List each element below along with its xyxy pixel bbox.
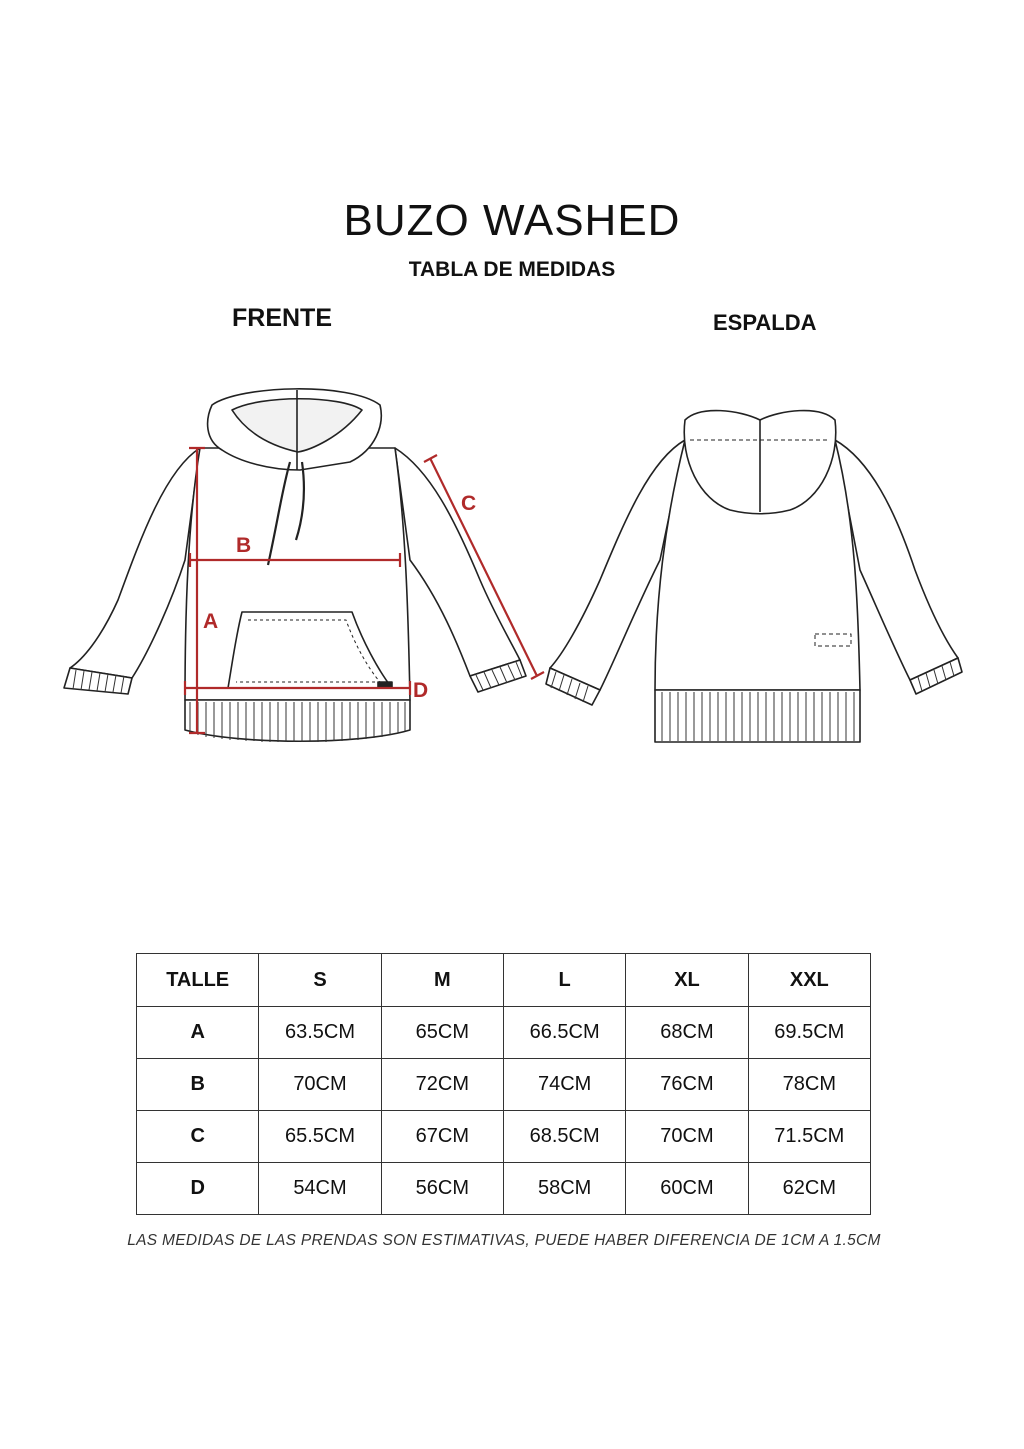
page-title: BUZO WASHED (343, 196, 681, 245)
table-cell: 70CM (626, 1111, 748, 1163)
page-subtitle: TABLA DE MEDIDAS (408, 258, 616, 281)
table-cell: 68CM (626, 1007, 748, 1059)
measurement-disclaimer: LAS MEDIDAS DE LAS PRENDAS SON ESTIMATIVAS, PUEDE HABER DIFERENCIA DE 1CM A 1.5CM (127, 1232, 881, 1249)
size-header: M (381, 954, 503, 1007)
table-cell: 65.5CM (259, 1111, 381, 1163)
table-cell: 70CM (259, 1059, 381, 1111)
table-cell: 68.5CM (503, 1111, 625, 1163)
table-cell: 54CM (259, 1163, 381, 1215)
measure-d-label: D (413, 679, 429, 702)
back-view-label: ESPALDA (713, 310, 817, 335)
front-left-sleeve (70, 448, 200, 678)
table-cell: 71.5CM (748, 1111, 870, 1163)
table-cell: 66.5CM (503, 1007, 625, 1059)
row-label: A (137, 1007, 259, 1059)
size-header: XL (626, 954, 748, 1007)
table-cell: 60CM (626, 1163, 748, 1215)
size-header: S (259, 954, 381, 1007)
front-waistband (185, 700, 410, 741)
table-cell: 65CM (381, 1007, 503, 1059)
table-cell: 62CM (748, 1163, 870, 1215)
front-right-sleeve (395, 448, 520, 676)
table-row (137, 1111, 871, 1163)
measure-b-label: B (236, 534, 252, 557)
row-label: B (137, 1059, 259, 1111)
table-cell: 74CM (503, 1059, 625, 1111)
measure-a-label: A (203, 610, 219, 633)
table-row (137, 1059, 871, 1111)
table-cell: 56CM (381, 1163, 503, 1215)
size-header: L (503, 954, 625, 1007)
front-view-label: FRENTE (232, 304, 332, 332)
table-cell: 58CM (503, 1163, 625, 1215)
row-label: C (137, 1111, 259, 1163)
table-cell: 63.5CM (259, 1007, 381, 1059)
size-chart-table (136, 953, 871, 1215)
table-header-row (137, 954, 871, 1007)
table-cell: 69.5CM (748, 1007, 870, 1059)
table-row (137, 1007, 871, 1059)
hoodie-back (546, 411, 962, 742)
table-cell: 67CM (381, 1111, 503, 1163)
row-label: D (137, 1163, 259, 1215)
hoodie-technical-drawing (0, 370, 1024, 770)
table-row (137, 1163, 871, 1215)
measure-c-label: C (461, 492, 477, 515)
table-cell: 78CM (748, 1059, 870, 1111)
size-header: XXL (748, 954, 870, 1007)
table-cell: 76CM (626, 1059, 748, 1111)
table-cell: 72CM (381, 1059, 503, 1111)
table-header-label: TALLE (137, 954, 259, 1007)
